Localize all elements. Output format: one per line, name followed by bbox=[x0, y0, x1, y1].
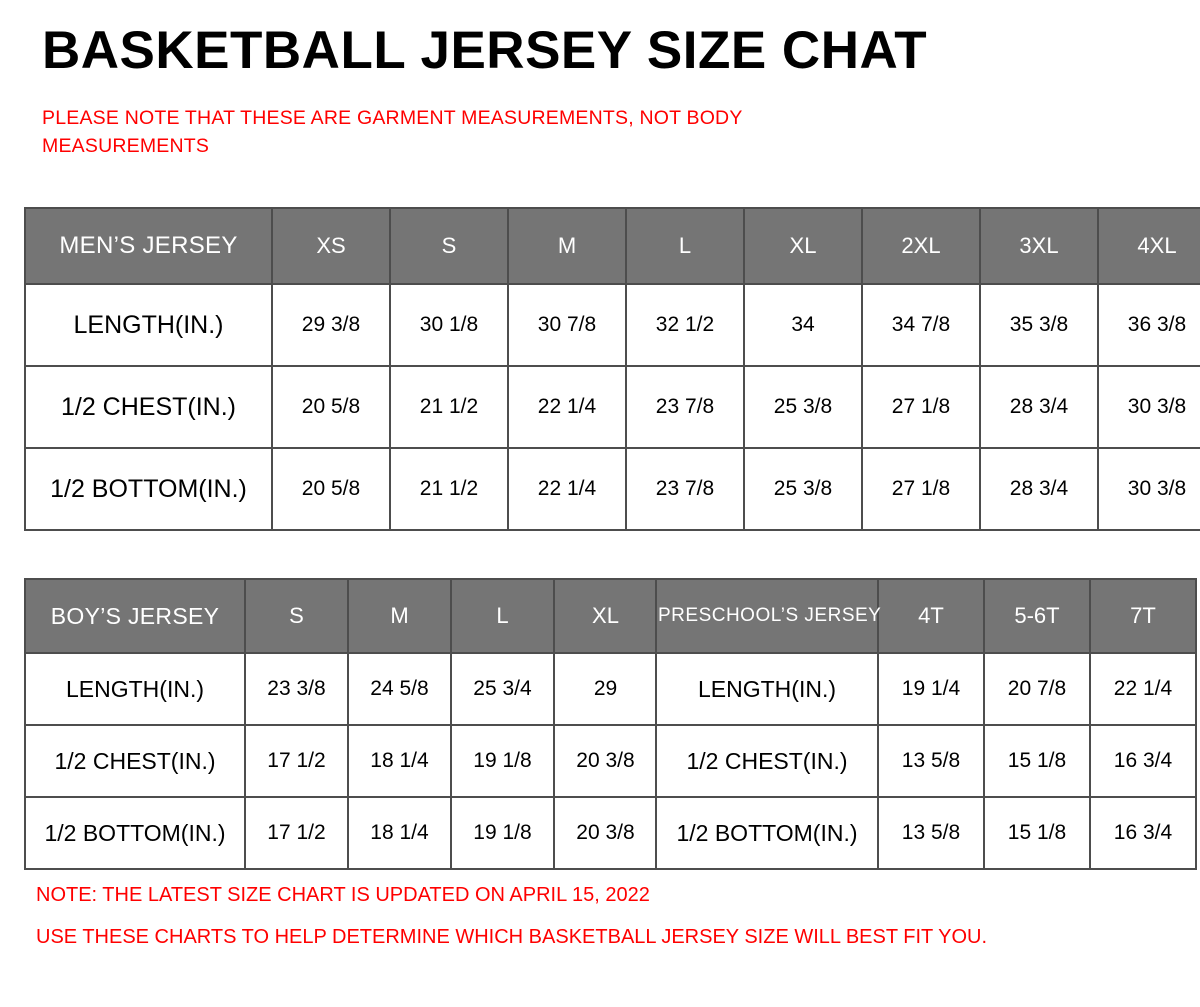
table-cell: 32 1/2 bbox=[626, 284, 744, 366]
table-cell: 30 1/8 bbox=[390, 284, 508, 366]
table-cell: 16 3/4 bbox=[1090, 725, 1196, 797]
table-cell: 30 3/8 bbox=[1098, 366, 1200, 448]
row-label: 1/2 BOTTOM(IN.) bbox=[656, 797, 878, 869]
page-title: BASKETBALL JERSEY SIZE CHAT bbox=[42, 21, 928, 80]
table-row bbox=[25, 366, 1200, 448]
table-cell: 21 1/2 bbox=[390, 366, 508, 448]
boys-size-header: L bbox=[451, 579, 554, 653]
table-cell: 20 5/8 bbox=[272, 448, 390, 530]
preschool-size-header: 7T bbox=[1090, 579, 1196, 653]
table-cell: 18 1/4 bbox=[348, 725, 451, 797]
table-cell: 20 7/8 bbox=[984, 653, 1090, 725]
row-label: LENGTH(IN.) bbox=[25, 284, 272, 366]
table-cell: 17 1/2 bbox=[245, 725, 348, 797]
table-cell: 23 7/8 bbox=[626, 448, 744, 530]
table-cell: 29 bbox=[554, 653, 657, 725]
table-cell: 15 1/8 bbox=[984, 797, 1090, 869]
table-cell: 36 3/8 bbox=[1098, 284, 1200, 366]
table-cell: 15 1/8 bbox=[984, 725, 1090, 797]
table-cell: 28 3/4 bbox=[980, 448, 1098, 530]
table-row bbox=[25, 653, 657, 725]
table-row bbox=[656, 653, 1196, 725]
table-cell: 28 3/4 bbox=[980, 366, 1098, 448]
table-row bbox=[656, 725, 1196, 797]
preschool-size-header: 4T bbox=[878, 579, 984, 653]
table-row bbox=[25, 797, 657, 869]
preschool-size-header: 5-6T bbox=[984, 579, 1090, 653]
preschool-table-title: PRESCHOOL’S JERSEY bbox=[656, 579, 878, 653]
table-cell: 34 7/8 bbox=[862, 284, 980, 366]
table-cell: 22 1/4 bbox=[508, 366, 626, 448]
table-cell: 19 1/8 bbox=[451, 797, 554, 869]
table-header-row bbox=[656, 579, 1196, 653]
row-label: LENGTH(IN.) bbox=[656, 653, 878, 725]
mens-size-header: L bbox=[626, 208, 744, 284]
table-cell: 19 1/4 bbox=[878, 653, 984, 725]
table-cell: 20 3/8 bbox=[554, 725, 657, 797]
table-cell: 25 3/8 bbox=[744, 448, 862, 530]
table-cell: 13 5/8 bbox=[878, 797, 984, 869]
mens-jersey-size-table bbox=[24, 207, 1200, 531]
boys-size-header: XL bbox=[554, 579, 657, 653]
table-header-row bbox=[25, 579, 657, 653]
row-label: 1/2 CHEST(IN.) bbox=[656, 725, 878, 797]
table-cell: 20 3/8 bbox=[554, 797, 657, 869]
mens-size-header: M bbox=[508, 208, 626, 284]
mens-size-header: 2XL bbox=[862, 208, 980, 284]
table-cell: 30 7/8 bbox=[508, 284, 626, 366]
table-row bbox=[25, 448, 1200, 530]
table-row bbox=[25, 725, 657, 797]
table-cell: 27 1/8 bbox=[862, 366, 980, 448]
table-cell: 17 1/2 bbox=[245, 797, 348, 869]
table-cell: 23 7/8 bbox=[626, 366, 744, 448]
footer-update-note: NOTE: THE LATEST SIZE CHART IS UPDATED ON APRIL 15, 2022 bbox=[36, 884, 650, 906]
table-row bbox=[25, 284, 1200, 366]
mens-size-header: XS bbox=[272, 208, 390, 284]
table-cell: 19 1/8 bbox=[451, 725, 554, 797]
boys-size-header: S bbox=[245, 579, 348, 653]
garment-measurement-note: PLEASE NOTE THAT THESE ARE GARMENT MEASUREMENTS, NOT BODY MEASUREMENTS bbox=[42, 107, 743, 158]
table-cell: 16 3/4 bbox=[1090, 797, 1196, 869]
boys-table-title: BOY’S JERSEY bbox=[25, 579, 245, 653]
table-cell: 13 5/8 bbox=[878, 725, 984, 797]
table-row bbox=[656, 797, 1196, 869]
table-cell: 18 1/4 bbox=[348, 797, 451, 869]
table-cell: 34 bbox=[744, 284, 862, 366]
table-cell: 22 1/4 bbox=[508, 448, 626, 530]
table-cell: 30 3/8 bbox=[1098, 448, 1200, 530]
preschool-jersey-size-table bbox=[655, 578, 1197, 870]
row-label: 1/2 CHEST(IN.) bbox=[25, 725, 245, 797]
table-cell: 23 3/8 bbox=[245, 653, 348, 725]
row-label: 1/2 BOTTOM(IN.) bbox=[25, 797, 245, 869]
row-label: 1/2 BOTTOM(IN.) bbox=[25, 448, 272, 530]
row-label: 1/2 CHEST(IN.) bbox=[25, 366, 272, 448]
table-cell: 24 5/8 bbox=[348, 653, 451, 725]
row-label: LENGTH(IN.) bbox=[25, 653, 245, 725]
mens-size-header: XL bbox=[744, 208, 862, 284]
table-cell: 29 3/8 bbox=[272, 284, 390, 366]
table-cell: 35 3/8 bbox=[980, 284, 1098, 366]
footer-usage-note: USE THESE CHARTS TO HELP DETERMINE WHICH BASKETBALL JERSEY SIZE WILL BEST FIT YOU. bbox=[36, 926, 987, 948]
table-cell: 21 1/2 bbox=[390, 448, 508, 530]
boys-jersey-size-table bbox=[24, 578, 658, 870]
boys-size-header: M bbox=[348, 579, 451, 653]
footer-notes bbox=[36, 885, 987, 947]
table-cell: 20 5/8 bbox=[272, 366, 390, 448]
table-cell: 25 3/8 bbox=[744, 366, 862, 448]
table-cell: 25 3/4 bbox=[451, 653, 554, 725]
table-header-row bbox=[25, 208, 1200, 284]
table-cell: 22 1/4 bbox=[1090, 653, 1196, 725]
mens-size-header: S bbox=[390, 208, 508, 284]
mens-table-title: MEN’S JERSEY bbox=[25, 208, 272, 284]
mens-size-header: 3XL bbox=[980, 208, 1098, 284]
table-cell: 27 1/8 bbox=[862, 448, 980, 530]
mens-size-header: 4XL bbox=[1098, 208, 1200, 284]
